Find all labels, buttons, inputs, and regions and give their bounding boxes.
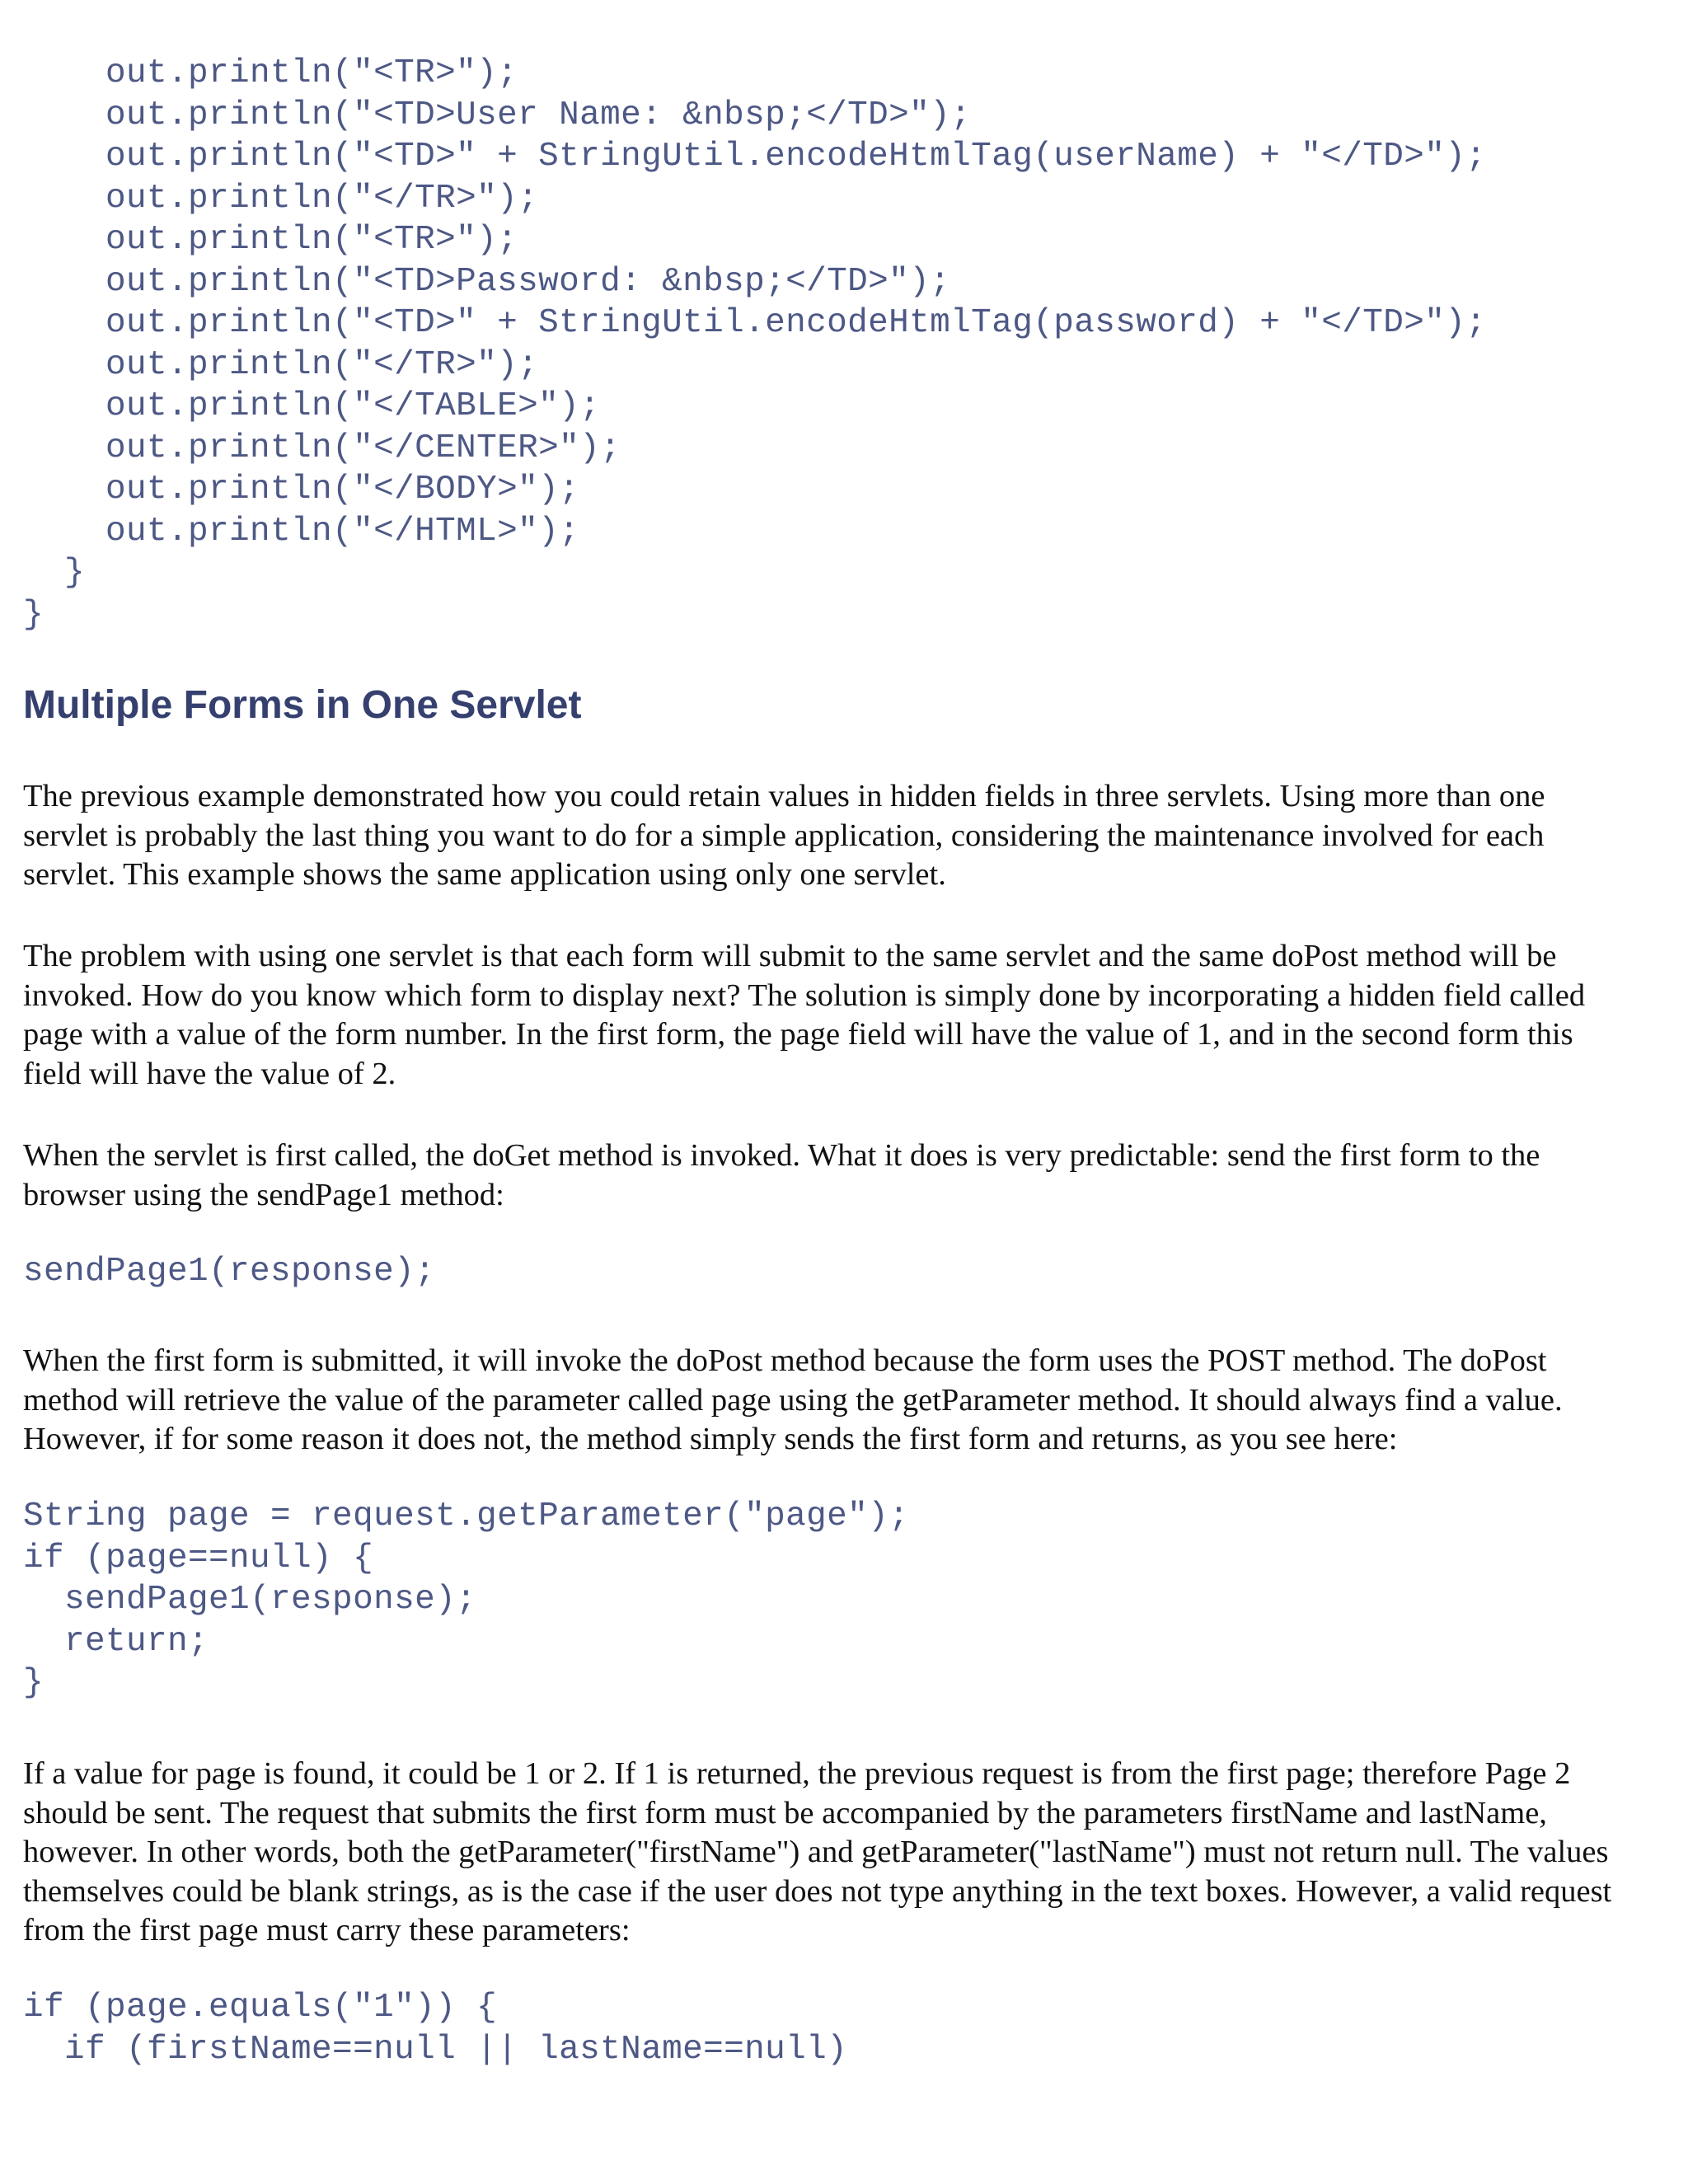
code-line: out.println("</TABLE>");	[23, 387, 601, 425]
code-line: out.println("</TR>");	[23, 179, 539, 218]
code-line: out.println("</CENTER>");	[23, 429, 621, 467]
code-line: out.println("</HTML>");	[23, 512, 580, 551]
code-line: }	[23, 595, 45, 634]
text-line: servlet is probably the last thing you want to do for a simple application, considering the maintenance involved for each	[23, 818, 1545, 853]
text-line: field will have the value of 2.	[23, 1056, 396, 1091]
code-line: }	[23, 1664, 45, 1702]
text-line: themselves could be blank strings, as is the case if the user does not type anything in the text boxes. However, a valid request	[23, 1873, 1612, 1909]
text-line: page with a value of the form number. In the first form, the page field will have the value of 1, and in the second form this	[23, 1017, 1573, 1052]
text-line: should be sent. The request that submits the first form must be accompanied by the parameters firstName and lastName,	[23, 1795, 1547, 1830]
paragraph-dopost	[23, 1342, 1672, 1460]
text-line: method will retrieve the value of the parameter called page using the getParameter method. It should always find a value.	[23, 1382, 1563, 1418]
code-line: out.println("<TR>");	[23, 54, 518, 92]
text-line: however. In other words, both the getParameter("firstName") and getParameter("lastName") must not return null. The values	[23, 1835, 1609, 1869]
code-block-page-equals	[23, 1987, 847, 2070]
paragraph-previous-example	[23, 777, 1672, 895]
code-block-sendpage1	[23, 1251, 435, 1293]
section-heading: Multiple Forms in One Servlet	[23, 683, 582, 727]
text-line: However, if for some reason it does not, the method simply sends the first form and returns, as you see here:	[23, 1422, 1398, 1456]
code-line: if (page==null) {	[23, 1539, 374, 1577]
text-line: invoked. How do you know which form to display next? The solution is simply done by incorporating a hidden field called	[23, 977, 1586, 1013]
code-block-servlet-output	[23, 53, 1486, 635]
text-line: browser using the sendPage1 method:	[23, 1177, 504, 1212]
code-line: String page = request.getParameter("page");	[23, 1497, 910, 1535]
code-line: }	[23, 554, 86, 592]
code-line: return;	[23, 1622, 209, 1661]
code-line: out.println("</TR>");	[23, 345, 539, 384]
text-line: If a value for page is found, it could be 1 or 2. If 1 is returned, the previous request is from the first page; therefore Page 2	[23, 1756, 1571, 1791]
code-block-get-page-parameter	[23, 1496, 909, 1704]
text-line: The problem with using one servlet is that each form will submit to the same servlet and the same doPost method will be	[23, 939, 1557, 973]
code-line: sendPage1(response);	[23, 1581, 477, 1619]
text-line: The previous example demonstrated how you could retain values in hidden fields in three servlets. Using more than one	[23, 779, 1545, 813]
code-line: if (page.equals("1")) {	[23, 1989, 498, 2027]
code-line: out.println("<TD>" + StringUtil.encodeHtmlTag(userName) + "</TD>");	[23, 138, 1487, 176]
code-line: out.println("</BODY>");	[23, 471, 580, 509]
code-line: out.println("<TD>User Name: &nbsp;</TD>");	[23, 96, 972, 134]
text-line: When the first form is submitted, it will invoke the doPost method because the form uses the POST method. The doPost	[23, 1343, 1547, 1378]
text-line: servlet. This example shows the same application using only one servlet.	[23, 857, 946, 892]
text-line: from the first page must carry these parameters:	[23, 1913, 631, 1947]
code-line: out.println("<TD>Password: &nbsp;</TD>");	[23, 262, 951, 301]
code-line: sendPage1(response);	[23, 1253, 436, 1291]
code-line: out.println("<TD>" + StringUtil.encodeHtmlTag(password) + "</TD>");	[23, 304, 1487, 342]
paragraph-page-value	[23, 1755, 1672, 1951]
paragraph-one-servlet-problem	[23, 937, 1672, 1094]
text-line: When the servlet is first called, the doGet method is invoked. What it does is very predictable: send the first form to the	[23, 1138, 1540, 1173]
code-line: out.println("<TR>");	[23, 221, 518, 259]
paragraph-doget	[23, 1137, 1672, 1215]
code-line: if (firstName==null || lastName==null)	[23, 2030, 848, 2069]
